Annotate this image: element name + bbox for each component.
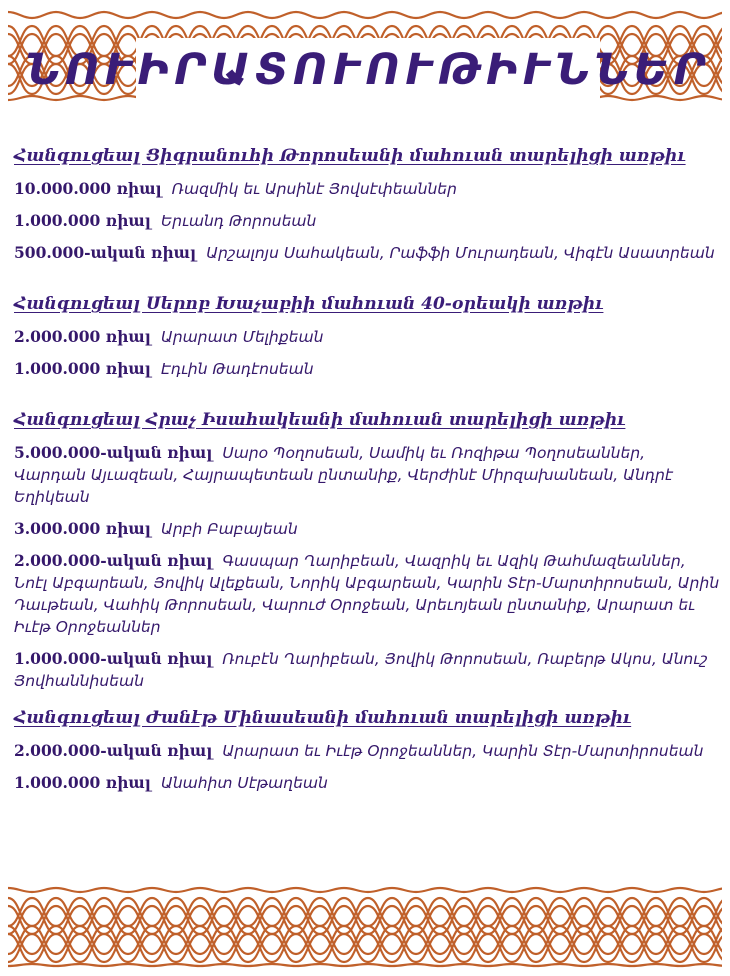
donation-amount: 5.000.000-ական ռիալ [14,443,213,462]
donation-amount: 1.000.000-ական ռիալ [14,649,213,668]
donation-section [14,708,720,794]
donation-entry [14,242,720,264]
donor-names: Ռազմիկ եւ Արսինէ Յովսէփեաններ [171,180,457,198]
donation-amount: 500.000-ական ռիալ [14,243,197,262]
donor-names: Անահիտ Սէթաղեան [160,774,328,792]
donation-amount: 1.000.000 ռիալ [14,773,151,792]
donation-amount: 1.000.000 ռիալ [14,359,151,378]
braided-knot-border-icon [8,884,722,970]
donor-names: Արշալոյս Սահակեան, Րաֆֆի Մուրադեան, Վիգէն Ասատրեան [206,244,715,262]
donation-section [14,294,720,380]
donation-amount: 10.000.000 ռիալ [14,179,162,198]
donation-amount: 3.000.000 ռիալ [14,519,151,538]
donation-entry [14,772,720,794]
donation-entry [14,178,720,200]
donation-entry [14,518,720,540]
donor-names: Ռուբէն Ղարիբեան, Յովիկ Թորոսեան, Ռաբերթ Ակոս, Անուշ Յովհաննիսեան [14,650,708,690]
donation-entry [14,326,720,348]
donation-amount: 2.000.000 ռիալ [14,327,151,346]
donor-names: Արարատ Մելիքեան [160,328,324,346]
section-heading: Հանգուցեալ Սերոբ Խաչաբիի մահուան 40-օրեակի առթիւ [14,294,604,314]
section-heading: Հանգուցեալ Ցիգրանուհի Թորոսեանի մահուան տարելիցի առթիւ [14,146,686,166]
donation-amount: 2.000.000-ական ռիալ [14,551,213,570]
donations-list [14,146,720,804]
donor-names: Սարօ Պօղոսեան, Սամիկ եւ Ռոզիթա Պօղոսեաններ, Վարդան Այւազեան, Հայրապետեան ընտանիք, Վերժինէ Միրզախանեան, Անդրէ Եղիկեան [14,444,673,506]
donation-section [14,410,720,692]
donor-names: Գասպար Ղարիբեան, Վազրիկ եւ Ազիկ Թահմազեաններ, Նոէլ Աբգարեան, Յովիկ Ալեքեան, Նորիկ Աբգարեան, Կարին Տէր-Մարտիրոսեան, Արին Դաւթեան, Վահիկ Թորոսեան, Վարուժ Օրոջեան, Արեւոյեան ընտանիք, Արարատ եւ Իւէթ Օրոջեաններ [14,552,720,636]
title-panel [25,38,711,102]
bottom-ornament-border [8,884,722,970]
donor-names: Արբի Բաբայեան [160,520,298,538]
donation-entry [14,210,720,232]
donation-amount: 1.000.000 ռիալ [14,211,151,230]
donation-entry [14,550,720,638]
top-ornament-border [8,8,722,104]
donation-amount: 2.000.000-ական ռիալ [14,741,213,760]
donor-names: Արարատ եւ Իւէթ Օրոջեաններ, Կարին Տէր-Մարտիրոսեան [222,742,704,760]
donation-entry [14,648,720,692]
page-title: ՆՈՒԻՐԱՏՈՒՈՒԹԻՒՆՆԵՐ [25,45,711,95]
donation-entry [14,442,720,508]
donor-names: Էդւին Թադէոսեան [160,360,314,378]
donation-entry [14,740,720,762]
section-heading: Հանգուցեալ Ժանէթ Մինասեանի մահուան տարելիցի առթիւ [14,708,632,728]
donation-entry [14,358,720,380]
section-heading: Հանգուցեալ Հրաչ Իսահակեանի մահուան տարելիցի առթիւ [14,410,626,430]
donation-section [14,146,720,264]
donor-names: Երւանդ Թորոսեան [160,212,317,230]
